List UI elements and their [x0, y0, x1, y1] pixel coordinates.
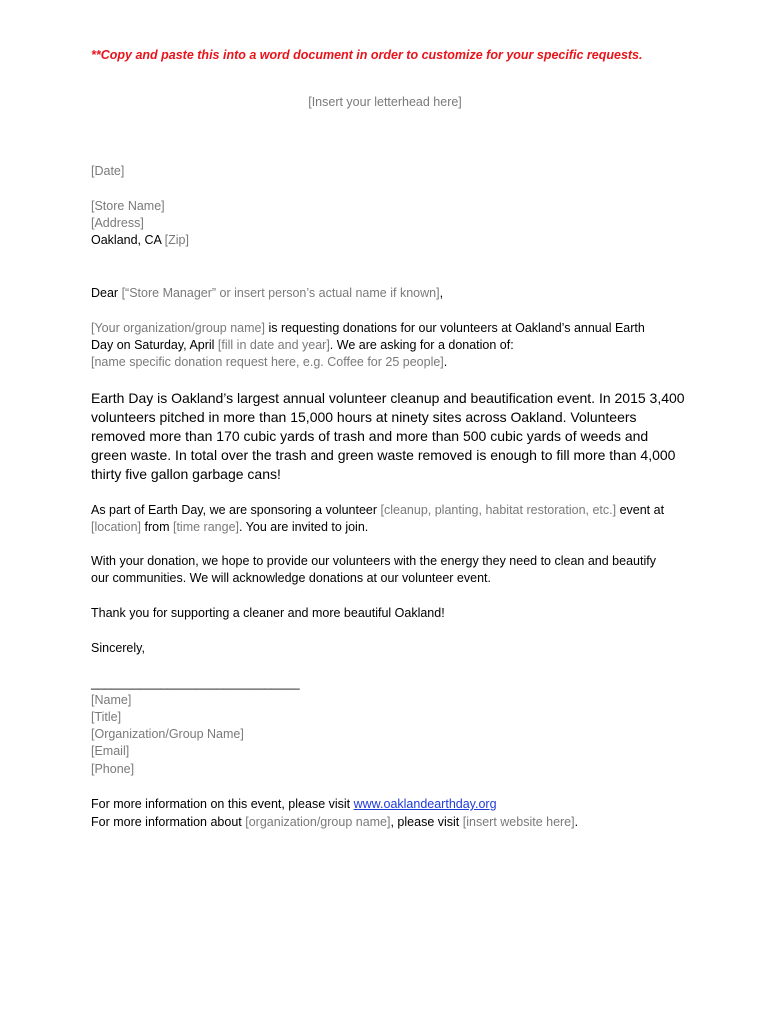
city-line — [91, 232, 189, 249]
title-placeholder: [Title] — [91, 710, 122, 724]
location-placeholder: [location] — [91, 520, 142, 534]
footer-text: For more information on this event, please visit — [91, 797, 354, 811]
paragraph-2-line: thirty five gallon garbage cans! — [91, 466, 281, 482]
salutation-suffix: , — [439, 286, 444, 300]
paragraph-1-end: . — [443, 355, 448, 369]
paragraph-2-line: volunteers pitched in more than 15,000 hours at ninety sites across Oakland. Volunteers — [91, 409, 637, 425]
footer-text: , please visit — [390, 815, 463, 829]
address-placeholder: [Address] — [91, 216, 144, 230]
paragraph-3-text: . You are invited to join. — [239, 520, 369, 534]
paragraph-3-text: from — [141, 520, 173, 534]
store-name-placeholder: [Store Name] — [91, 199, 165, 213]
org-placeholder: [Your organization/group name] — [91, 321, 265, 335]
footer-line-2 — [91, 814, 578, 831]
zip-placeholder: [Zip] — [164, 233, 189, 247]
recipient-placeholder: [“Store Manager” or insert person’s actual name if known] — [121, 286, 440, 300]
earthday-website-link[interactable]: www.oaklandearthday.org — [353, 797, 497, 811]
paragraph-2-line: green waste. In total over the trash and green waste removed is enough to fill more than 4,000 — [91, 447, 676, 463]
paragraph-2-line: Earth Day is Oakland’s largest annual volunteer cleanup and beautification event. In 2015 3,400 — [91, 390, 685, 406]
footer-text: For more information about — [91, 815, 246, 829]
paragraph-1-line-3 — [91, 354, 447, 371]
org-name-placeholder: [organization/group name] — [245, 815, 391, 829]
paragraph-3-text: As part of Earth Day, we are sponsoring a volunteer — [91, 503, 381, 517]
phone-placeholder: [Phone] — [91, 762, 135, 776]
footer-line-1 — [91, 796, 497, 813]
date-placeholder: [Date] — [91, 164, 125, 178]
paragraph-1-text: . We are asking for a donation of: — [329, 338, 514, 352]
paragraph-4-line: With your donation, we hope to provide our volunteers with the energy they need to clean and beautify — [91, 554, 656, 568]
paragraph-2-line: removed more than 170 cubic yards of trash and more than 500 cubic yards of weeds and — [91, 428, 649, 444]
paragraph-4-line: our communities. We will acknowledge donations at our volunteer event. — [91, 571, 491, 585]
organization-placeholder: [Organization/Group Name] — [91, 727, 244, 741]
instruction-note: **Copy and paste this into a word document in order to customize for your specific requests. — [91, 48, 643, 62]
email-placeholder: [Email] — [91, 744, 130, 758]
time-range-placeholder: [time range] — [172, 520, 239, 534]
paragraph-5: Thank you for supporting a cleaner and more beautiful Oakland! — [91, 606, 445, 620]
paragraph-1-line-1 — [91, 320, 645, 337]
event-type-placeholder: [cleanup, planting, habitat restoration, etc.] — [380, 503, 617, 517]
closing: Sincerely, — [91, 641, 145, 655]
donation-request-placeholder: [name specific donation request here, e.g. Coffee for 25 people] — [91, 355, 444, 369]
signature-line: ______________________________ — [91, 676, 300, 690]
paragraph-3-line-2 — [91, 519, 368, 536]
event-date-placeholder: [fill in date and year] — [217, 338, 330, 352]
paragraph-1-text: is requesting donations for our volunteers at Oakland’s annual Earth — [264, 321, 645, 335]
footer-end: . — [574, 815, 579, 829]
letterhead-placeholder: [Insert your letterhead here] — [308, 95, 462, 109]
paragraph-3-line-1 — [91, 502, 664, 519]
paragraph-3-text: event at — [616, 503, 665, 517]
salutation-prefix: Dear — [91, 286, 122, 300]
salutation — [91, 285, 443, 302]
paragraph-1-line-2 — [91, 337, 514, 354]
name-placeholder: [Name] — [91, 693, 132, 707]
website-placeholder: [insert website here] — [462, 815, 575, 829]
city-text: Oakland, CA — [91, 233, 165, 247]
paragraph-1-text: Day on Saturday, April — [91, 338, 218, 352]
